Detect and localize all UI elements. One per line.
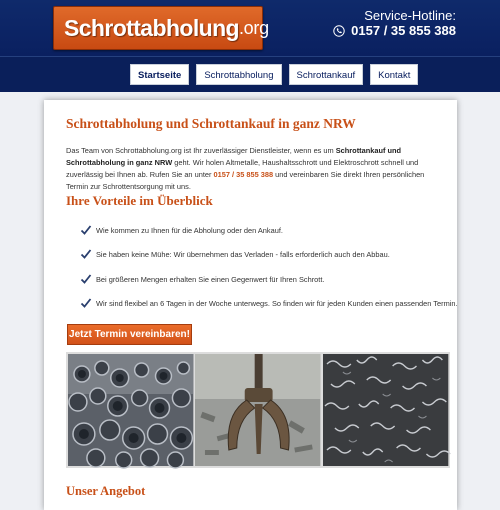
phone-icon [333,25,345,37]
check-icon [80,224,92,236]
intro-text-3: und vereinbaren Sie direkt Ihren persönlichen Termin zur Schrottentsorgung mit uns. [66,170,425,191]
benefit-item [80,296,458,310]
intro-text-bold: Schrottankauf und Schrottabholung in ganz NRW [66,146,402,167]
logo-tld-text: .org [238,17,269,38]
nav-item-schrottabholung[interactable]: Schrottabholung [196,64,281,85]
benefit-item [80,223,283,237]
intro-paragraph [66,145,436,193]
benefits-heading: Ihre Vorteile im Überblick [66,193,213,208]
book-appointment-button[interactable]: Jetzt Termin vereinbaren! [67,324,192,345]
benefit-item [80,272,324,286]
check-icon [80,273,92,285]
photo-scrap-grabber [195,354,320,466]
main-navigation [0,56,500,92]
benefit-text: Wie kommen zu Ihnen für die Abholung oder den Ankauf. [96,225,283,235]
hotline-number[interactable] [333,23,456,38]
benefit-text: Sie haben keine Mühe: Wir übernehmen das Verladen - falls erforderlich auch den Abbau. [96,249,390,259]
page-title: Schrottabholung und Schrottankauf in ganz NRW [66,116,356,131]
photo-metal-pipes [68,354,193,466]
photo-metal-shavings [323,354,448,466]
logo-main-text: Schrottabholung [64,14,239,41]
site-header [0,0,500,56]
nav-item-kontakt[interactable]: Kontakt [370,64,418,85]
benefit-item [80,247,390,261]
content-panel [44,100,457,510]
benefit-text: Bei größeren Mengen erhalten Sie einen Gegenwert für Ihren Schrott. [96,274,325,284]
scrap-photo-gallery [66,352,450,468]
offer-heading: Unser Angebot [66,484,146,498]
check-icon [80,297,92,309]
intro-text-2: geht. Wir holen Altmetalle, Haushaltsschrott und Elektroschrott schnell und zuverlässig bei Ihnen ab. Rufen Sie an unter [66,158,419,179]
site-logo[interactable] [53,6,269,50]
hotline-number-text: 0157 / 35 855 388 [351,23,456,38]
nav-item-startseite[interactable]: Startseite [130,64,189,85]
intro-text-1: Das Team von Schrottabholung.org ist Ihr zuverlässiger Dienstleister, wenn es um [66,146,336,155]
check-icon [80,248,92,260]
intro-phone[interactable]: 0157 / 35 855 388 [213,170,274,179]
nav-item-schrottankauf[interactable]: Schrottankauf [289,64,364,85]
benefit-text: Wir sind flexibel an 6 Tagen in der Woche unterwegs. So finden wir für jeden Kunden einen passenden Termin. [96,298,458,308]
hotline-label: Service-Hotline: [364,8,456,23]
